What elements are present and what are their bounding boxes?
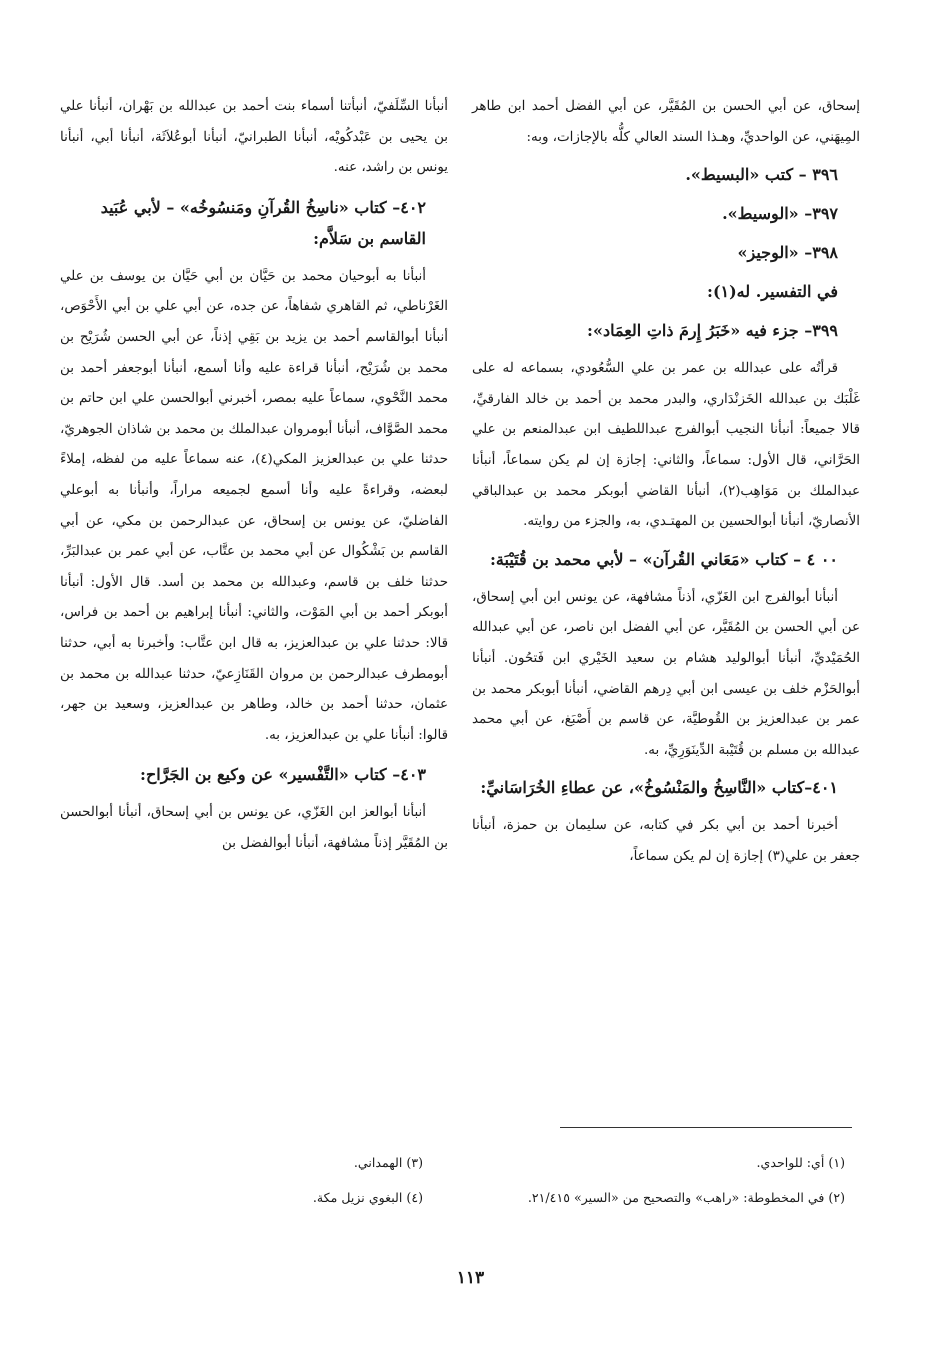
paragraph-entry-401: أخبرنا أحمد بن أبي بكر في كتابه، عن سليمان بن حمزة، أنبأنا جعفر بن علي(٣) إجازة إن لم يكن سماعاً، [472, 818, 860, 864]
paragraph-entry-400: أنبأنا أبوالفرج ابن الغَزّي، أذناً مشافهة، عن يونس ابن أبي إسحاق، عن أبي الحسن بن المُقَيَّر، عن أبي الفضل ابن ناصر، عن أبي عبدالله الحُمَيْديِّ، أنبأنا أبوالوليد هشام بن سعيد الخَيْري ابن فَتحُون. أنبأنا أبوالحَزْم خلف بن عيسى ابن أبي دِرهم القاضي، أنبأنا أبوبكر محمد بن عمر بن عبدالعزيز بن القُوطيَّة، عن قاسم بن أَصْبَغ، عن أبي محمد عبدالله بن مسلم بن قُتَيْبة الدِّينَوَرِيِّ، به. [472, 589, 860, 758]
footnote-separator [560, 1127, 852, 1128]
heading-entry-400: ٠٠ ٤ – كتاب «مَعَاني القُرآن» – لأبي محمد بن قُتَيْبَة: [490, 549, 838, 569]
heading-tafsir: في التفسير. له(١): [707, 282, 838, 302]
footnote-1: (١) أي: للواحدي. [756, 1155, 845, 1170]
paragraph-entry-403: أنبأنا أبوالعز ابن الغَزّي، عن يونس بن أبي إسحاق، أنبأنا أبوالحسن بن المُقَيَّر إذناً مشافهة، أنبأنا أبوالفضل بن [60, 805, 448, 851]
heading-entry-401: ٤٠١–كتاب «النَّاسِخُ والمَنْسُوخُ»، عن عطاءِ الخُرَاسَانيِّ: [480, 778, 838, 798]
right-column [472, 92, 860, 873]
heading-entry-398: ٣٩٨– «الوجيز» [737, 243, 838, 263]
left-column [60, 92, 448, 859]
page-number: ١١٣ [456, 1268, 485, 1288]
heading-entry-397: ٣٩٧– «الوسيط». [722, 204, 838, 224]
paragraph-continuation: إسحاق، عن أبي الحسن بن المُقَيَّر، عن أبي الفضل أحمد ابن طاهر المِيهَني، عن الواحديِّ، وهـذا السند العالي كلُّه بالإجازات، وبه: [472, 99, 860, 145]
footnote-4: (٤) البغوي نزيل مكة. [312, 1190, 423, 1205]
heading-entry-399: ٣٩٩– جزء فيه «خَبَرُ إِرمَ ذاتِ العِمَاد»: [587, 321, 838, 341]
heading-entry-396: ٣٩٦ – كتب «البسيط». [685, 165, 838, 185]
heading-entry-403: ٤٠٣– كتاب «التَّفْسير» عن وكيع بن الجَرَّاح: [140, 765, 426, 785]
paragraph-continuation: أنبأنا السِّلَفيّ، أنبأتنا أسماء بنت أحمد بن عبدالله بن بَهْران، أنبأنا علي بن يحيى بن عَبْدكُويْه، أنبأنا الطبرانيّ، أنبأنا أبوعُلاَثَة، أنبأنا أبي، أنبأنا يونس بن راشد، عنه. [60, 99, 448, 176]
footnote-3: (٣) الهمداني. [353, 1155, 423, 1170]
paragraph-entry-399: قرأتُه على عبدالله بن عمر بن علي السُّعُودي، بسماعه له على غَلْبَك بن عبدالله الخَزنْدَاري، والبدر محمد بن أحمد بن خالد الفارقيِّ، قالا جميعاً: أنبأنا النجيب أبوالفرج عبداللطيف ابن عبدالمنعم بن علي الحَرَّاني، قال الأول: سماعاً، والثاني: إجازة إن لم يكن سماعاً، أنبأنا عبدالملك بن مَوَاهِب(٢)، أنبأنا القاضي أبوبكر محمد بن عبدالباقي الأنصاريّ، أنبأنا أبوالحسين بن المهتـدي، به، والجزء من روايته. [472, 361, 860, 530]
heading-entry-402: ٤٠٢– كتاب «ناسِخُ القُرآنِ ومَنسُوخُه» – لأبي عُبَيد القاسم بن سَلاَّم: [100, 197, 426, 248]
footnote-2: (٢) في المخطوطة: «راهب» والتصحيح من «السير» ٢١/٤١٥. [527, 1190, 845, 1205]
paragraph-entry-402: أنبأنا به أبوحيان محمد بن حَيَّان بن أبي حَيَّان بن يوسف بن علي الغَرْناطي، ثم القاهري شفاهاً، عن جده، عن أبي علي بن أبي الأَحْوَص، أنبأنا أبوالقاسم أحمد بن يزيد بن بَقِي إذناً، عن أبي الحسن شُرَيْح بن محمد بن شُرَيْح، أنبأنا قراءة عليه وأنا أسمع، أنبأنا أبوجعفر أحمد بن محمد النَّحْوي، سماعاً عليه بمصر، أخبرني أبوالحسن علي ابن حاتم بن محمد الصَّوَّاف، أنبأنا أبومروان عبدالملك بن محمد بن شاذان الجوهريّ، حدثنا علي بن عبدالعزيز المكي(٤)، عنه سماعاً عليه من لفظه، إملاءً لبعضه، وقراءةً عليه وأنا أسمع لجميعه مراراً، وأنبأنا به أبوعلي الفاضليّ، عن يونس بن إسحاق، عن عبدالرحمن بن مكي، عن أبي القاسم بن بَشْكُوال عن أبي محمد بن عتَّاب، عن أبي عمر بن عبدالبَرِّ، حدثنا خلف بن قاسم، وعبدالله بن محمد بن أسد. قال الأول: أنبأنا أبوبكر أحمد بن أبي المَوْت، والثاني: أنبأنا إبراهيم بن أحمد بن فراس، قالا: حدثنا علي بن عبدالعزيز، به قال ابن عتَّاب: وأخبرنا به أبي، حدثنا أبومطرف عبدالرحمن بن مروان القَنَازِعيّ، حدثنا عبدالله بن محمد بن عثمان، حدثنا أحمد بن خالد، وطاهر بن عبدالعزيز، وسعيد بن جهر، قالوا: أنبأنا علي بن عبدالعزيز، به. [60, 268, 448, 743]
